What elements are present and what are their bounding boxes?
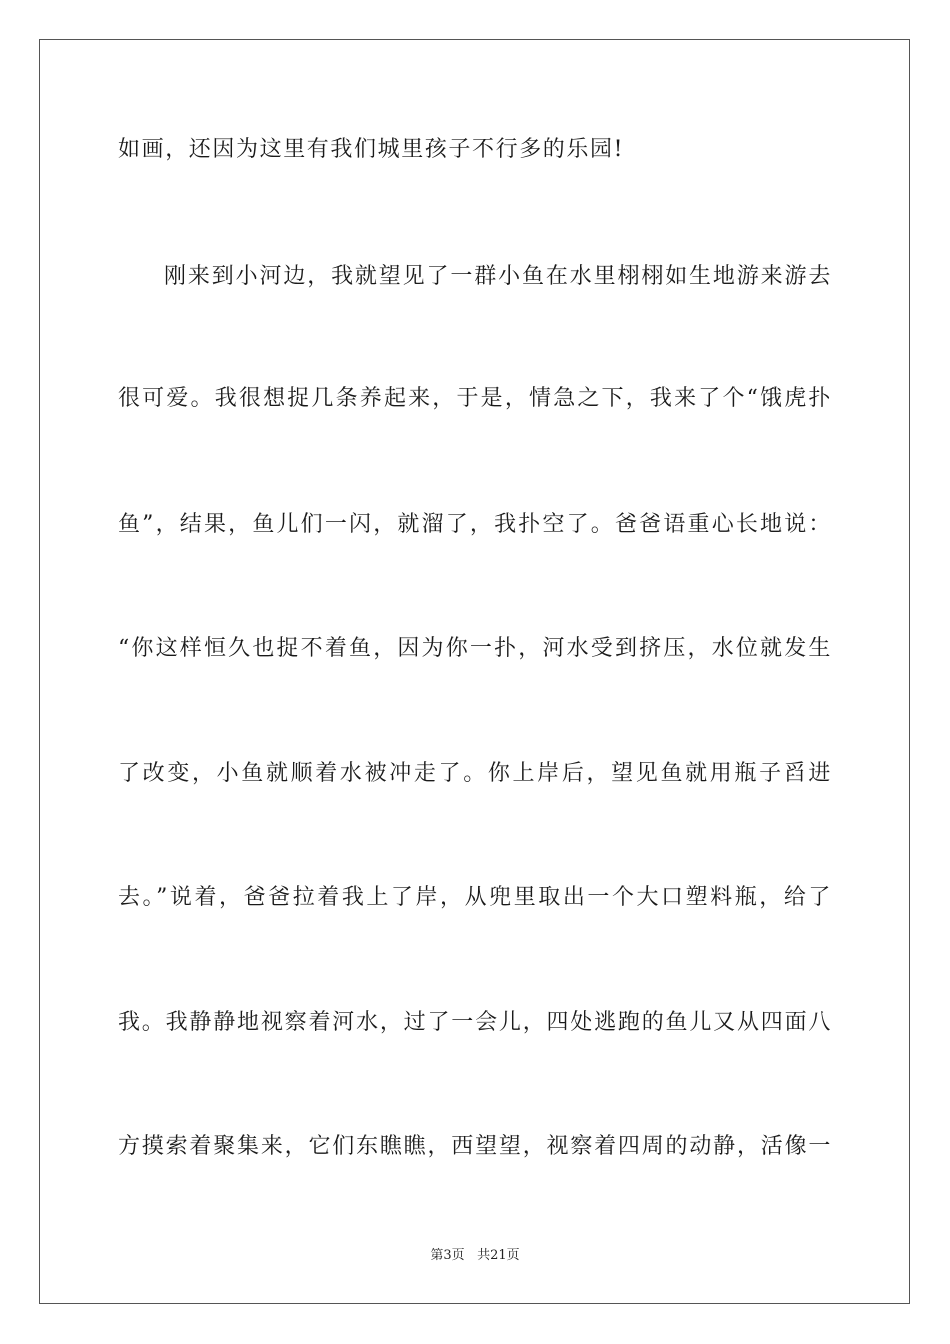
text-line-3: 很可爱。我很想捉几条养起来，于是，情急之下，我来了个“饿虎扑 xyxy=(118,386,832,411)
page-border xyxy=(39,39,910,1304)
text-line-7: 去。”说着，爸爸拉着我上了岸，从兜里取出一个大口塑料瓶，给了 xyxy=(118,885,832,910)
text-line-8: 我。我静静地视察着河水，过了一会儿，四处逃跑的鱼儿又从四面八 xyxy=(118,1010,832,1035)
text-line-6: 了改变，小鱼就顺着水被冲走了。你上岸后，望见鱼就用瓶子舀进 xyxy=(118,761,832,786)
text-line-5: “你这样恒久也捉不着鱼，因为你一扑，河水受到挤压，水位就发生 xyxy=(118,636,832,661)
text-line-4: 鱼”，结果，鱼儿们一闪，就溜了，我扑空了。爸爸语重心长地说： xyxy=(118,512,832,537)
text-line-9: 方摸索着聚集来，它们东瞧瞧，西望望，视察着四周的动静，活像一 xyxy=(118,1134,832,1159)
page-total: 共21页 xyxy=(477,1248,520,1263)
text-line-1: 如画，还因为这里有我们城里孩子不行多的乐园! xyxy=(118,137,625,162)
page-number: 第3页 xyxy=(430,1248,465,1263)
text-line-2: 刚来到小河边，我就望见了一群小鱼在水里栩栩如生地游来游去 xyxy=(164,264,832,289)
page-footer xyxy=(0,1247,950,1265)
